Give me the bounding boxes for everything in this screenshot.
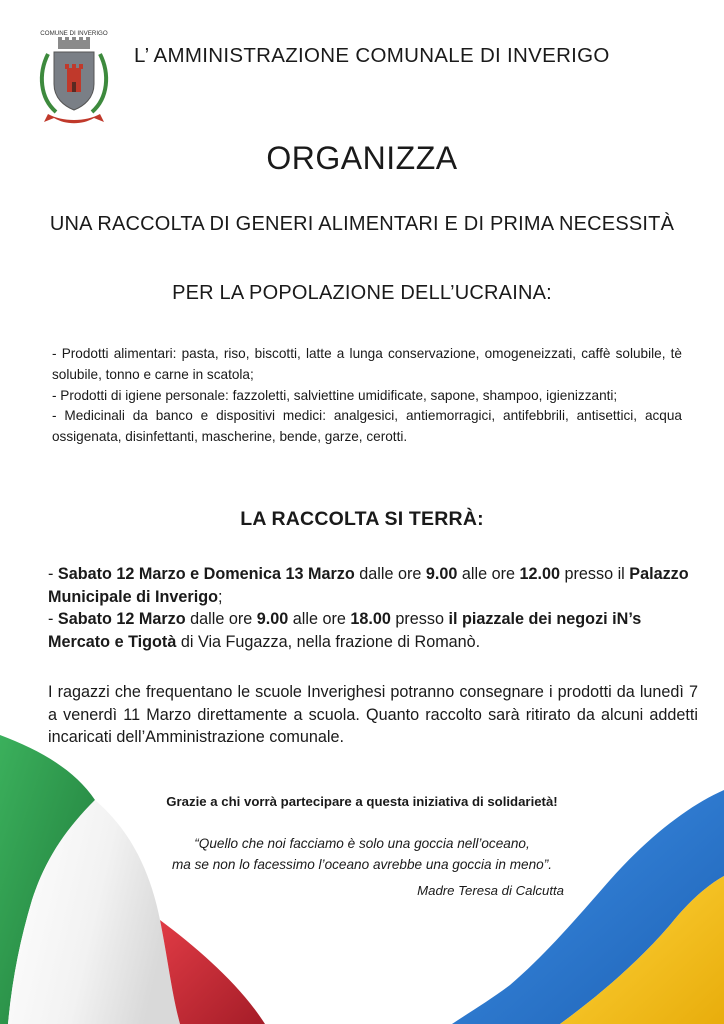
schedule-item-2-to: alle ore xyxy=(288,610,351,628)
schedule-item-1-from: dalle ore xyxy=(354,565,426,583)
collection-title: LA RACCOLTA SI TERRÀ: xyxy=(240,508,484,530)
products-hygiene: - Prodotti di igiene personale: fazzoletti, salviettine umidificate, sapone, shampoo, igienizzanti; xyxy=(52,387,618,403)
products-medical: - Medicinali da banco e dispositivi medici: analgesici, antiemorragici, antifebbrili, antisettici, acqua ossigenata, disinfettanti, mascherine, bende, garze, cerotti. xyxy=(52,408,682,445)
schedule-item-1-days: Sabato 12 Marzo e Domenica 13 Marzo xyxy=(57,565,355,583)
collection-subtitle: UNA RACCOLTA DI GENERI ALIMENTARI E DI PRIMA NECESSITÀ xyxy=(49,213,675,235)
schedule-item-2-at: presso xyxy=(390,610,449,628)
schedule-item-2-days: Sabato 12 Marzo xyxy=(57,610,186,628)
crest-caption: COMUNE DI INVERIGO xyxy=(40,30,108,37)
schedule-item-2-suffix: di Via Fugazza, nella frazione di Romanò. xyxy=(176,632,481,651)
schedule-list xyxy=(48,563,698,653)
thanks-message: Grazie a chi vorrà partecipare a questa iniziativa di solidarietà! xyxy=(166,794,558,809)
students-note: I ragazzi che frequentano le scuole Inverighesi potranno consegnare i prodotti da lunedì 7 a venerdì 11 Marzo direttamente a scuola. Quanto raccolto sarà ritirato da alcuni addetti incaricati dell’Amministrazione comunale. xyxy=(48,683,698,746)
schedule-item-1-at: presso il xyxy=(559,565,630,583)
products-food: - Prodotti alimentari: pasta, riso, biscotti, latte a lunga conservazione, omogeneizzati, caffè solubile, tè solubile, tonno e carne in scatola; xyxy=(52,346,682,382)
schedule-item-1-start: 9.00 xyxy=(425,565,458,583)
schedule-item-1-prefix: - xyxy=(48,565,58,583)
municipal-crest-icon xyxy=(34,26,114,136)
schedule-item-2-place: il piazzale dei negozi iN’s Mercato e Tigotà xyxy=(48,610,642,651)
schedule-item-1-suffix: ; xyxy=(218,587,223,606)
headline: ORGANIZZA xyxy=(266,140,458,176)
schedule-item-2-start: 9.00 xyxy=(256,610,289,628)
schedule-item-2 xyxy=(48,608,698,653)
schedule-item-1-place: Palazzo Municipale di Inverigo xyxy=(48,565,689,606)
quote xyxy=(0,833,724,875)
schedule-item-1-end: 12.00 xyxy=(519,565,560,583)
schedule-item-2-prefix: - xyxy=(48,610,58,628)
schedule-item-2-end: 18.00 xyxy=(350,610,391,628)
quote-line-1: “Quello che noi facciamo è solo una goccia nell’oceano, xyxy=(194,836,530,851)
products-list xyxy=(52,344,682,448)
quote-author: Madre Teresa di Calcutta xyxy=(417,883,564,898)
recipient-subtitle: PER LA POPOLAZIONE DELL’UCRAINA: xyxy=(172,282,552,304)
schedule-item-2-from: dalle ore xyxy=(185,610,257,628)
administration-title: L’ AMMINISTRAZIONE COMUNALE DI INVERIGO xyxy=(134,44,610,67)
schedule-item-1-to: alle ore xyxy=(457,565,520,583)
quote-line-2: ma se non lo facessimo l’oceano avrebbe una goccia in meno”. xyxy=(171,857,553,872)
schedule-item-1 xyxy=(48,563,698,608)
